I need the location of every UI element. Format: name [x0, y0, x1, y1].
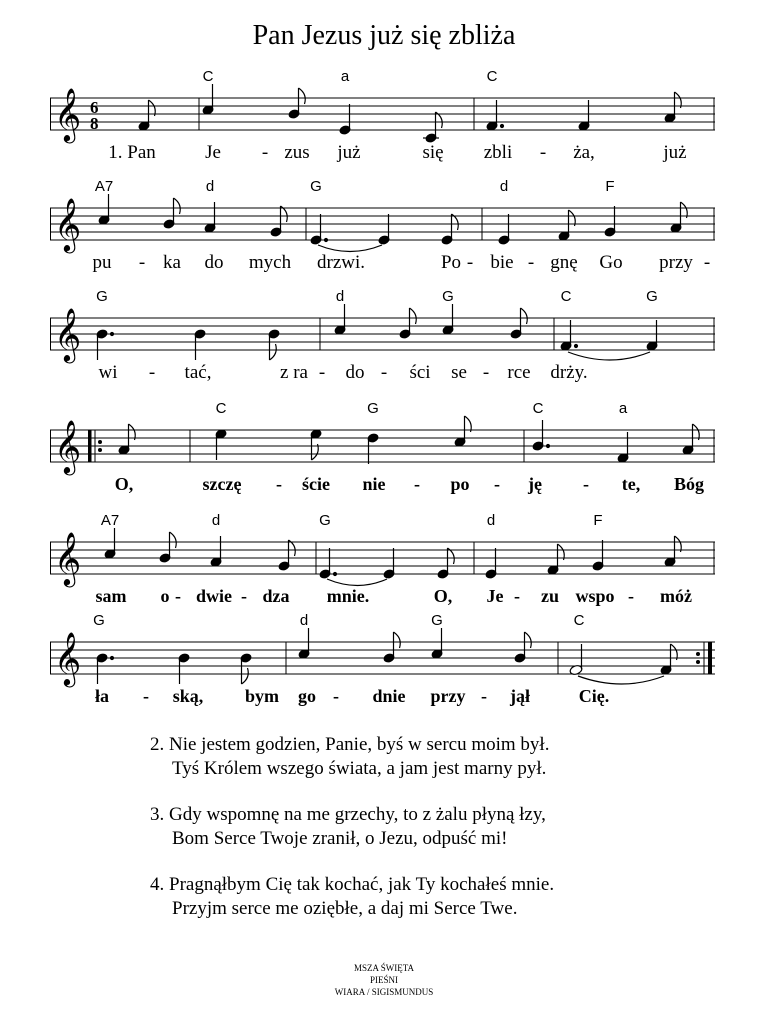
lyric-syllable: do — [204, 252, 224, 273]
lyric-syllable: - — [148, 362, 156, 383]
svg-text:𝄞: 𝄞 — [54, 307, 82, 361]
chord-symbol: C — [573, 612, 585, 629]
stanza-line: Tyś Królem wszego świata, a jam jest marny pył. — [172, 758, 547, 779]
staff-notation — [50, 288, 715, 368]
staff-system-4 — [50, 400, 715, 512]
lyric-syllable: - — [380, 362, 388, 383]
lyric-syllable: zu — [541, 586, 559, 606]
stanza-2 — [150, 733, 554, 781]
lyric-syllable: ła — [94, 686, 110, 706]
lyric-syllable: mnie. — [326, 586, 370, 606]
chord-symbol: C — [486, 68, 498, 85]
lyric-syllable: - — [138, 252, 146, 273]
chord-symbol: d — [335, 288, 345, 305]
staff-system-6 — [50, 612, 715, 724]
chord-symbol: a — [618, 400, 628, 417]
lyric-syllable: dwie — [196, 586, 232, 606]
stanza-line: Przyjm serce me oziębłe, a daj mi Serce Twe. — [172, 898, 518, 919]
lyric-syllable: - — [481, 686, 487, 706]
chord-symbol: d — [299, 612, 309, 629]
treble-clef-icon — [54, 307, 81, 363]
lyric-syllable: ści — [409, 362, 431, 383]
lyric-syllable: - — [276, 474, 282, 494]
time-signature-top: 6 — [90, 98, 99, 117]
lyric-syllable: wi — [98, 362, 118, 383]
chord-symbol: G — [442, 288, 454, 305]
lyric-syllable: - — [333, 686, 339, 706]
lyric-syllable: - — [414, 474, 420, 494]
lyric-syllable: ka — [163, 252, 181, 273]
lyric-syllable: po — [450, 474, 470, 494]
lyric-syllable: dza — [262, 586, 290, 606]
staff-notation — [50, 178, 715, 258]
lyric-syllable: jął — [510, 686, 530, 706]
lyric-syllable: pu — [92, 252, 112, 273]
chord-symbol: d — [499, 178, 509, 195]
stanza-line: Bom Serce Twoje zranił, o Jezu, odpuść mi! — [172, 828, 508, 849]
lyric-syllable: - — [143, 686, 149, 706]
chord-symbol: d — [205, 178, 215, 195]
lyric-syllable: przy — [430, 686, 466, 706]
staff-notation — [50, 400, 715, 480]
chord-symbol: G — [96, 288, 108, 305]
lyric-syllable: - — [514, 586, 520, 606]
treble-clef-icon — [54, 531, 81, 587]
svg-text:𝄞: 𝄞 — [54, 87, 82, 141]
footer-line: MSZA ŚWIĘTA — [353, 963, 415, 973]
lyric-syllable: drży. — [550, 362, 588, 383]
svg-text:𝄞: 𝄞 — [54, 419, 82, 473]
chord-symbol: C — [532, 400, 544, 417]
lyric-syllable: - — [539, 142, 547, 163]
chord-symbol: G — [646, 288, 658, 305]
lyric-syllable: przy — [659, 252, 693, 273]
chord-symbol: C — [202, 68, 214, 85]
time-signature-bottom: 8 — [90, 114, 99, 133]
lyric-syllable: - — [318, 362, 326, 383]
chord-symbol: d — [486, 512, 496, 529]
stanza-line: 3. Gdy wspomnę na me grzechy, to z żalu płyną łzy, — [150, 804, 546, 825]
lyric-syllable: sam — [95, 586, 127, 606]
stanza-4 — [150, 873, 554, 921]
chord-symbol: d — [211, 512, 221, 529]
lyric-syllable: zbli — [483, 142, 513, 163]
lyric-syllable: nie — [362, 474, 386, 494]
treble-clef-icon — [54, 197, 81, 253]
chord-symbol: F — [605, 178, 615, 195]
stanza-line: 4. Pragnąłbym Cię tak kochać, jak Ty kochałeś mnie. — [150, 874, 555, 895]
chord-symbol: C — [560, 288, 572, 305]
lyric-syllable: te, — [621, 474, 641, 494]
lyric-syllable: 1. Pan — [108, 142, 156, 163]
chord-symbol: a — [340, 68, 350, 85]
chord-symbol: G — [431, 612, 443, 629]
lyric-syllable: bym — [244, 686, 280, 706]
chord-symbol: G — [367, 400, 379, 417]
staff-system-3 — [50, 288, 715, 400]
treble-clef-icon — [54, 631, 81, 687]
lyric-syllable: z ra — [280, 362, 308, 383]
lyric-syllable: - — [494, 474, 500, 494]
lyric-syllable: Je — [486, 586, 504, 606]
svg-text:𝄞: 𝄞 — [54, 197, 82, 251]
lyric-syllable: - — [583, 474, 589, 494]
chord-symbol: G — [310, 178, 322, 195]
lyric-syllable: - — [527, 252, 535, 273]
lyric-syllable: się — [422, 142, 444, 163]
lyric-syllable: ską, — [172, 686, 204, 706]
lyric-syllable: - — [466, 252, 474, 273]
staff-system-1 — [50, 68, 715, 180]
lyric-syllable: dnie — [372, 686, 406, 706]
lyric-syllable: se — [451, 362, 467, 383]
lyric-syllable: rce — [507, 362, 531, 383]
svg-text:𝄞: 𝄞 — [54, 531, 82, 585]
lyric-syllable: już — [663, 142, 687, 163]
lyric-syllable: do — [345, 362, 365, 383]
lyric-syllable: O, — [114, 474, 134, 494]
lyric-syllable: - — [482, 362, 490, 383]
footer-line: WIARA / SIGISMUNDUS — [334, 987, 434, 997]
lyric-syllable: Go — [599, 252, 623, 273]
lyric-syllable: szczę — [202, 474, 242, 494]
lyric-syllable: mych — [248, 252, 292, 273]
chord-symbol: G — [93, 612, 105, 629]
chord-symbol: C — [215, 400, 227, 417]
lyric-syllable: już — [337, 142, 361, 163]
lyric-syllable: drzwi. — [316, 252, 366, 273]
lyric-syllable: ję — [528, 474, 542, 494]
chord-symbol: A7 — [94, 178, 114, 195]
chord-symbol: F — [593, 512, 603, 529]
staff-notation — [50, 68, 715, 148]
lyric-syllable: tać, — [184, 362, 212, 383]
svg-text:𝄞: 𝄞 — [54, 631, 82, 685]
lyric-syllable: bie — [490, 252, 514, 273]
lyric-syllable: ście — [302, 474, 330, 494]
lyric-syllable: Bóg — [673, 474, 705, 494]
lyric-syllable: ża, — [573, 142, 595, 163]
lyric-syllable: - — [703, 252, 711, 273]
lyric-syllable: móż — [660, 586, 692, 606]
stanzas — [150, 733, 554, 943]
lyric-syllable: - — [628, 586, 634, 606]
lyric-syllable: - — [175, 586, 181, 606]
lyric-syllable: gnę — [550, 252, 578, 273]
stanza-3 — [150, 803, 554, 851]
page-title: Pan Jezus już się zbliża — [252, 20, 516, 51]
footer — [0, 962, 768, 998]
lyric-syllable: Cię. — [578, 686, 610, 706]
lyric-syllable: Je — [205, 142, 221, 163]
lyric-syllable: wspo — [575, 586, 615, 606]
treble-clef-icon — [54, 419, 81, 475]
staff-system-5 — [50, 512, 715, 624]
staff-system-2 — [50, 178, 715, 290]
lyric-syllable: o — [160, 586, 170, 606]
lyric-syllable: zus — [284, 142, 310, 163]
staff-notation — [50, 512, 715, 592]
lyric-syllable: O, — [433, 586, 453, 606]
footer-line: PIEŚNI — [369, 975, 398, 985]
lyric-syllable: - — [241, 586, 247, 606]
lyric-syllable: - — [261, 142, 269, 163]
stanza-line: 2. Nie jestem godzien, Panie, byś w sercu moim był. — [150, 734, 550, 755]
treble-clef-icon — [54, 87, 81, 143]
chord-symbol: A7 — [100, 512, 120, 529]
lyric-syllable: Po — [440, 252, 462, 273]
staff-notation — [50, 612, 715, 692]
lyric-syllable: go — [298, 686, 316, 706]
chord-symbol: G — [319, 512, 331, 529]
